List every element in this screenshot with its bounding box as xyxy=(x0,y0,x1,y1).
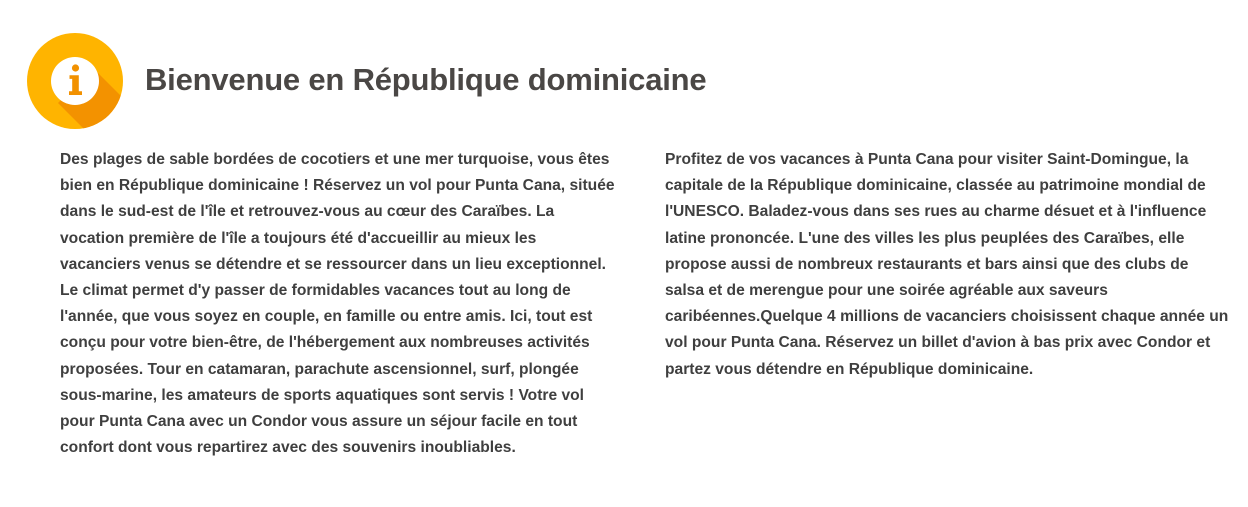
info-icon xyxy=(27,33,123,129)
intro-paragraph-left: Des plages de sable bordées de cocotiers et une mer turquoise, vous êtes bien en République dominicaine ! Réservez un vol pour Punta Cana, située dans le sud-est de l'île et retrouvez-vous au cœur des Caraïbes. La vocation première de l'île a toujours été d'accueillir au mieux les vacanciers venus se détendre et se ressourcer dans un lieu exceptionnel. Le climat permet d'y passer de formidables vacances tout au long de l'année, que vous soyez en couple, en famille ou entre amis. Ici, tout est conçu pour votre bien-être, de l'hébergement aux nombreuses activités proposées. Tour en catamaran, parachute ascensionnel, surf, plongée sous-marine, les amateurs de sports aquatiques sont servis ! Votre vol pour Punta Cana avec un Condor vous assure un séjour facile en tout confort dont vous repartirez avec des souvenirs inoubliables. xyxy=(60,151,615,457)
page-title: Bienvenue en République dominicaine xyxy=(145,62,707,97)
info-icon-graphic xyxy=(27,33,123,129)
intro-paragraph-right: Profitez de vos vacances à Punta Cana pour visiter Saint-Domingue, la capitale de la République dominicaine, classée au patrimoine mondial de l'UNESCO. Baladez-vous dans ses rues au charme désuet et à l'influence latine prononcée. L'une des villes les plus peuplées des Caraïbes, elle propose aussi de nombreux restaurants et bars ainsi que des clubs de salsa et de merengue pour une soirée agréable aux saveurs caribéennes.Quelque 4 millions de vacanciers choisissent chaque année un vol pour Punta Cana. Réservez un billet d'avion à bas prix avec Condor et partez vous détendre en République dominicaine. xyxy=(665,151,1229,378)
content-columns xyxy=(60,147,1230,461)
section-header xyxy=(27,33,706,129)
